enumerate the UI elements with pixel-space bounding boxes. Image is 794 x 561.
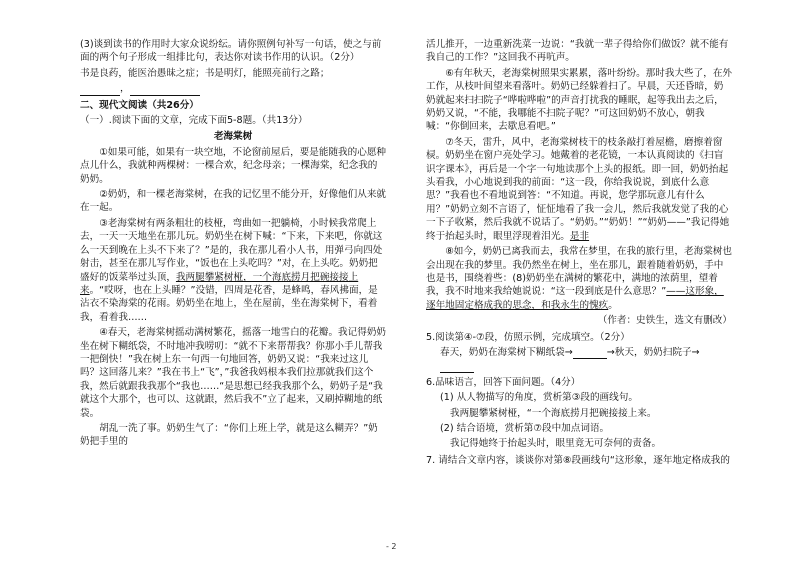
paragraph-6: ⑥有年秋天，老海棠树照果实累累，落叶纷纷。那时我大些了，在外工作，从枝叶间望来看落叶。奶奶已经躲着扫了。早晨，天还昏暗，奶奶就起来扫扫院子“哗啦哗啦”的声音打扰我的睡眠，起等我出去之后，奶奶又说，“不能，我哪能不扫院子呢？”可这回奶奶不放心，朝我喊：“你倒回来，去歇息看吧。” xyxy=(426,67,733,133)
question-6-2: (2) 结合语境，赏析第⑦段中加点词语。 xyxy=(440,422,610,434)
section-two-heading: 二、现代文阅读（共26分） xyxy=(80,99,199,111)
q5-blank-1[interactable] xyxy=(573,348,607,359)
question-7: 7. 请结合文章内容，谈谈你对第⑧段画线句“这形象，逐年地定格成我的 xyxy=(426,454,730,466)
answer-blank-2[interactable] xyxy=(130,85,200,96)
q5-blank-2[interactable] xyxy=(440,362,474,373)
question-6: 6.品味语言，回答下面问题。（4分） xyxy=(426,376,581,388)
left-column xyxy=(80,38,386,451)
question-6-2-quote: 我记得她终于抬起头时，眼里竟无可奈何的责备。 xyxy=(450,438,662,450)
underlined-sentence-8: ——这形象，逐年地固定格成我的思念，和我永生的愧疚 xyxy=(426,286,724,311)
paragraph-8: ⑧如今，奶奶已离我而去，我常在梦里，在我的旅行里，老海棠树也会出现在我的梦里。我仍然坐在树上，坐在那儿，跟着随着奶奶，手中也是书，围绕着些：(8)奶奶坐在满树的繁花中，满地的浓荫里，望着我，我不时地来我给她说说：“这一段到底是什么意思？”——这形象，逐年地固定格成我的思念，和我永生的愧疚。 xyxy=(426,246,733,311)
article-title: 老海棠树 xyxy=(213,131,253,143)
author-line: （作者：史铁生，选文有删改） xyxy=(597,315,732,327)
question-3-example: 书是良药，能医治愚昧之症；书是明灯，能照亮前行之路； xyxy=(80,67,330,79)
page-number: - 2 xyxy=(386,542,397,551)
question-6-1: (1) 从人物描写的角度，赏析第③段的画线句。 xyxy=(440,392,638,404)
paragraph-7: ⑦冬天，雷升，风中，老海棠树枝干的枝条敲打着屋檐，磨擦着窗棂。奶奶坐在窗户亮处学习。她戴着的老花镜，一本认真阅读的《扫盲识字课本》，再后是一个字一句地读那个上头的报纸。即一回，奶奶抬起头看我，小心地说到我的前面：“这一段，你给我说说，到底什么意思？”我看也不看地说到答：“不知道。再说，您学那玩意儿有什么用？”奶奶立刻不言语了，怔怔地看了我一会儿，然后我就发觉了我的心一下子收紧，然后我就不说话了。“奶奶。”“奶奶！”“奶奶——”我记得她终于抬起头时，眼里浮现着泪光。是非 xyxy=(426,136,730,242)
question-6-1-quote: 我两腿攀紧树桠，“一个海底捞月把碗接接上来。 xyxy=(450,407,657,419)
part-one-heading: （一）.阅读下面的文章，完成下面5-8题。（共13分） xyxy=(80,115,308,127)
dotted-phrase: 是非 xyxy=(569,230,590,242)
paragraph-2: ②奶奶，和一棵老海棠树，在我的记忆里不能分开，好像他们从来就在一起。 xyxy=(80,189,387,214)
question-3-answer-line: ， xyxy=(80,82,386,95)
question-5: 5.阅读第④-⑦段，仿照示例，完成填空。（2分） xyxy=(426,331,630,343)
paragraph-1: ①如果可能，如果有一块空地，不论窗前屋后，要是能随我的心愿种点儿什么，我就种两棵树：一棵合欢，纪念母亲；一棵海棠，纪念我的奶奶。 xyxy=(80,146,387,185)
underlined-sentence-3: 我两腿攀紧树桠，一个海底捞月把碗接接上来 xyxy=(80,271,359,296)
paragraph-4: ④春天，老海棠树摇动满树繁花，摇落一地雪白的花瓣。我记得奶奶坐在树下糊纸袋，不时地冲我唠叨：“就不下来帮帮我？你那小手儿帮我一把倒快！”我在树上东一句西一句地回答，奶奶又说：“我来过这儿吗？这回落儿来？”我在书上“飞”，”我爸我妈根本我们拉那就我们这个我，然后就跟我我那个“我也……“是思想已经我我那个么，奶奶子是“我就这个大那个，也可以、这就跟，然后我不”立了起来，又刷掉糊地的纸袋。 xyxy=(80,327,387,419)
paragraph-5-visible: 胡乱一洗了事。奶奶生气了：“你们上班上学，就是这么糊弄？”奶奶把手里的 xyxy=(80,422,378,448)
answer-blank-1[interactable] xyxy=(80,85,120,96)
question-5-fill-line: 春天，奶奶在海棠树下糊纸袋→ →秋天，奶奶扫院子→ xyxy=(440,346,732,373)
paragraph-5-continued: 活儿推开，一边重新洗菜一边说：“我就一辈子得给你们做饭？就不能有我自己的工作？”这回我不再吭声。 xyxy=(426,39,729,64)
question-3: (3)谈到读书的作用时大家众说纷纭。请你照例句补写一句话，使之与前面的两个句子形成一组排比句，表达你对读书作用的认识。（2分） xyxy=(80,39,382,64)
paragraph-3: ③老海棠树有两条粗壮的枝桠，弯曲如一把躺椅，小时候我常爬上去，一天一天地坐在那儿玩。奶奶坐在树下喊：“下来，下来吧，你就这么一天到晚在上头不下来了？”是的，我在那儿看小人书，用弹弓向四处射击，甚至在那儿写作业，“饭也在上头吃吗？”对，在上头吃。奶奶把盛好的饭菜举过头顶，我两腿攀紧树桠，一个海底捞月把碗接接上来。“哎呀，也在上头睡？”没错，四周是花香，是蜂鸣，春风拂面，是沾衣不染海棠的花雨。奶奶坐在地上，坐在屋前，坐在海棠树下，看着我，看着我…… xyxy=(80,217,383,323)
right-column xyxy=(426,38,732,469)
